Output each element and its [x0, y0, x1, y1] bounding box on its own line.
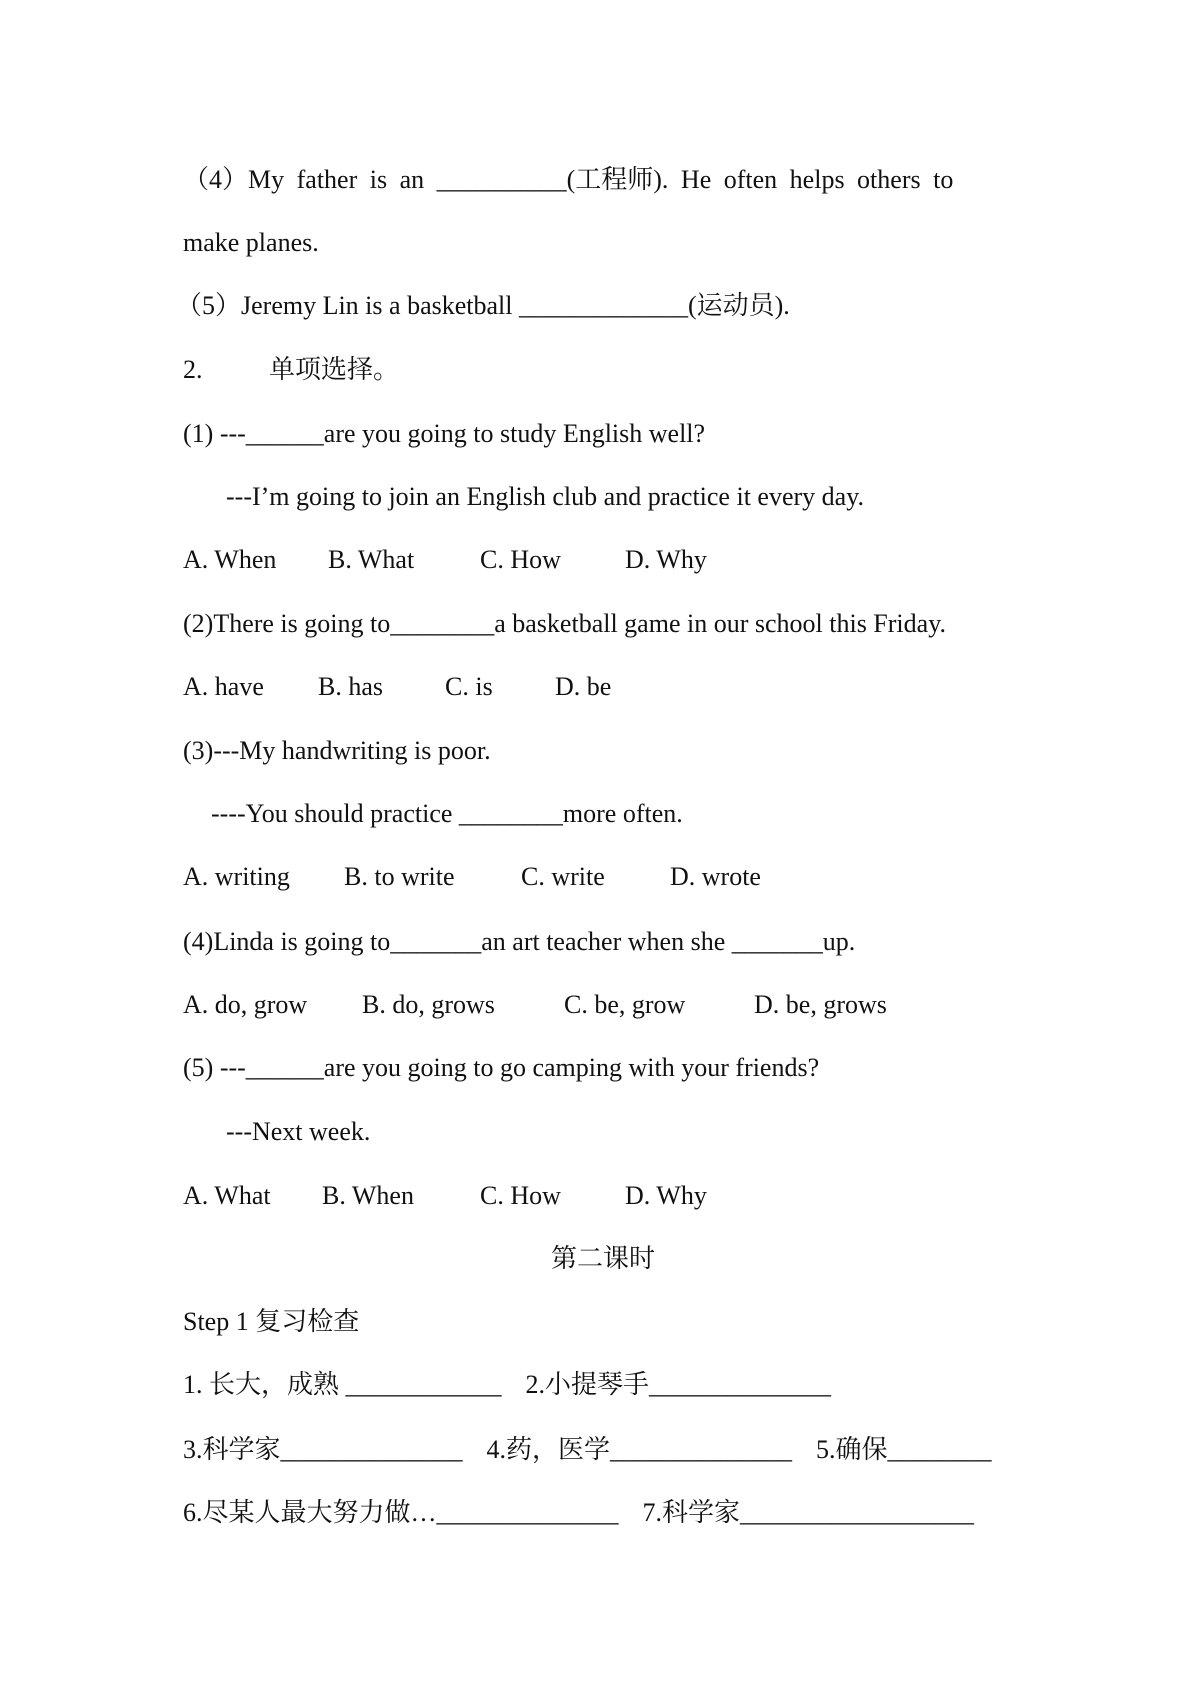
option-d: D. Why — [625, 545, 707, 574]
option-d: D. be — [555, 672, 612, 701]
q5: （5）Jeremy Lin is a basketball _____________(运动员). — [176, 291, 790, 320]
option-d: D. Why — [625, 1181, 707, 1210]
review-row-2 — [183, 1433, 1016, 1467]
section2-header — [183, 353, 399, 387]
lesson-title: 第二课时 — [550, 1244, 655, 1273]
mc-q1-line1: (1) ---______are you going to study English well? — [183, 419, 706, 448]
mc-q1-options — [183, 543, 707, 577]
mc-q3-line2: ----You should practice ________more often. — [211, 799, 683, 828]
step-heading: Step 1 复习检查 — [183, 1307, 360, 1336]
mc-q1-line2: ---I’m going to join an English club and practice it every day. — [226, 482, 865, 511]
mc-q2-options — [183, 670, 611, 704]
section2-heading: 单项选择。 — [269, 355, 400, 384]
mc-q3-line1: (3)---My handwriting is poor. — [183, 736, 491, 765]
q4-line1: （4）My father is an __________(工程师). He often helps others to — [183, 165, 954, 194]
mc-q5-options — [183, 1179, 707, 1213]
review-item: 4.药，医学______________ — [486, 1435, 793, 1464]
option-c: C. How — [480, 1181, 561, 1210]
option-c: C. is — [445, 672, 493, 701]
option-a: A. writing — [183, 862, 290, 891]
option-b: B. What — [328, 545, 415, 574]
review-item: 5.确保________ — [816, 1435, 992, 1464]
review-item: 2.小提琴手______________ — [525, 1370, 832, 1399]
review-row-3 — [183, 1496, 998, 1530]
section2-number: 2. — [183, 355, 203, 384]
option-d: D. be, grows — [754, 990, 887, 1019]
q4-line2: make planes. — [183, 228, 319, 257]
mc-q2-line1: (2)There is going to________a basketball game in our school this Friday. — [183, 609, 947, 638]
option-d: D. wrote — [670, 862, 761, 891]
option-a: A. do, grow — [183, 990, 308, 1019]
option-b: B. to write — [344, 862, 455, 891]
review-item: 3.科学家______________ — [183, 1435, 463, 1464]
mc-q4-line1: (4)Linda is going to_______an art teacher when she _______up. — [183, 927, 856, 956]
mc-q5-line1: (5) ---______are you going to go camping with your friends? — [183, 1053, 820, 1082]
review-item: 7.科学家__________________ — [642, 1498, 975, 1527]
option-c: C. How — [480, 545, 561, 574]
review-item: 1. 长大，成熟 ____________ — [183, 1370, 502, 1399]
option-b: B. do, grows — [362, 990, 495, 1019]
option-a: A. What — [183, 1181, 271, 1210]
option-b: B. has — [318, 672, 383, 701]
review-row-1 — [183, 1368, 855, 1402]
option-a: A. have — [183, 672, 264, 701]
option-c: C. write — [521, 862, 605, 891]
mc-q4-options — [183, 988, 887, 1022]
review-item: 6.尽某人最大努力做…______________ — [183, 1498, 619, 1527]
option-b: B. When — [322, 1181, 414, 1210]
option-c: C. be, grow — [564, 990, 686, 1019]
option-a: A. When — [183, 545, 277, 574]
mc-q3-options — [183, 860, 761, 894]
mc-q5-line2: ---Next week. — [226, 1117, 371, 1146]
